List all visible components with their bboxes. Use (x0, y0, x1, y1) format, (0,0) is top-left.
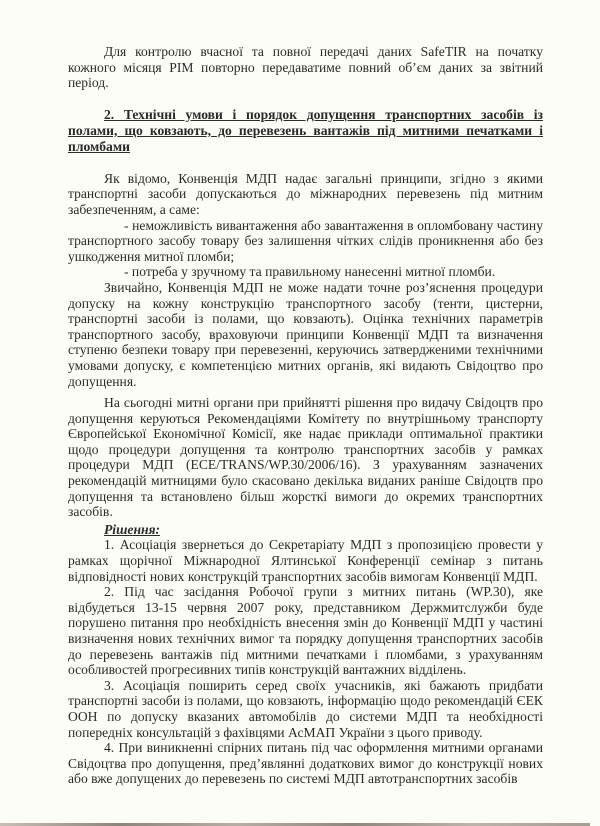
intro-paragraph: Для контролю вчасної та повної передачі даних SafeTIR на початку кожного місяця РІМ повторно передаватиме повний об’єм даних за звітний період. (68, 44, 543, 91)
solution-item: 2. Під час засідання Робочої групи з митних питань (WP.30), яке відбудеться 13-15 червня 2007 року, представником Держмитслужби буде порушено питання про необхідність внесення змін до Конвенції МДП у частині визначення нових технічних вимог та порядку допущення транспортних засобів до перевезень вантажів під митними печатками і пломбами, з урахуванням особливостей прогресивних типів конструкцій вантажних відділень. (68, 584, 543, 678)
solution-item: 3. Асоціація поширить серед своїх учасників, які бажають придбати транспортні засоби із полами, що ковзають, інформацію щодо рекомендацій ЄЕК ООН по допуску вказаних автомобілів до системи МДП та необхідності попередніх консультацій з фахівцями АсМАП України з цього приводу. (68, 677, 543, 740)
solution-item: 1. Асоціація звернеться до Секретаріату МДП з пропозицією провести у рамках щорічної Міжнародної Ялтинської Конференції семінар з питань відповідності нових конструкцій транспортних засобів вимогам Конвенції МДП. (68, 537, 543, 584)
paragraph: Як відомо, Конвенція МДП надає загальні принципи, згідно з якими транспортні засоби допускаються до міжнародних перевезень під митним забезпеченням, а саме: (68, 170, 543, 217)
list-item: - неможливість вивантаження або завантаження в опломбовану частину транспортного засобу товару без залишення чітких слідів проникнення або без ушкодження митної пломби; (68, 217, 543, 264)
list-item: - потреба у зручному та правильному нанесенні митної пломби. (124, 264, 496, 280)
section-heading: 2. Технічні умови і порядок допущення транспортних засобів із полами, що ковзають, до перевезень вантажів під митними печатками і пломбами (68, 106, 543, 154)
solutions-title: Рішення: (104, 521, 161, 537)
paragraph: На сьогодні митні органи при прийнятті рішення про видачу Свідоцтв про допущення керуються Рекомендаціями Комітету по внутрішньому транспорту Європейської Економічної Комісії, яке надає приклади оптимальної практики щодо процедури допущення та контролю транспортних засобів у рамках процедури МДП (ECE/TRANS/WP.30/2006/16). З урахуванням зазначених рекомендацій митницями було скасовано декілька виданих раніше Свідоцтв про допущення та встановлено більш жорсткі вимоги до окремих транспортних засобів. (68, 395, 543, 520)
solution-item: 4. При виникненні спірних питань під час оформлення митними органами Свідоцтва про допущення, пред’являнні додаткових вимог до конструкції нових або вже допущених до перевезень по системі МДП автотранспортних засобів (68, 740, 543, 787)
paragraph: Звичайно, Конвенція МДП не може надати точне роз’яснення процедури допуску на кожну конструкцію транспортного засобу (тенти, цистерни, транспортні засоби із полами, що ковзають). Оцінка технічних параметрів транспортного засобу, враховуючи принципи Конвенції МДП та визначення ступеню безпеки товару при перевезенні, керуючись затвердженими технічними умовами допуску, є компетенцією митних органів, які видають Свідоцтво про допущення. (68, 279, 543, 389)
document-page (68, 44, 543, 787)
